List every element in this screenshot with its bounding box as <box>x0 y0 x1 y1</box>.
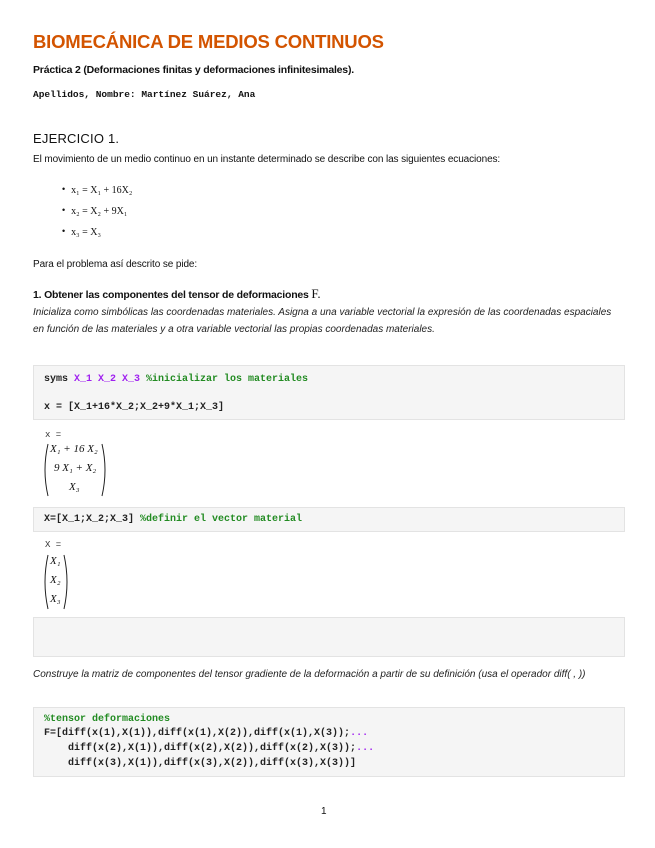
code-line <box>44 743 374 754</box>
section1-heading <box>33 286 320 302</box>
code-line <box>44 374 308 385</box>
right-paren-icon <box>64 555 67 609</box>
matrix-cell: X₁ + 16 X₂ <box>50 443 98 455</box>
equation-item <box>62 180 132 201</box>
section2-instruction: Construye la matriz de componentes del tensor gradiente de la deformación a partir de su definición (usa el operador diff( , )) <box>33 669 586 680</box>
intro-paragraph: El movimiento de un medio continuo en un instante determinado se describe con las siguientes ecuaciones: <box>33 154 501 165</box>
section1-instruction: Inicializa como simbólicas las coordenadas materiales. Asigna a una variable vectorial la expresión de las coordenadas espaciales en función de las materiales y a otra variable vectorial las propias coordenadas materiales. <box>33 307 612 335</box>
code-line <box>44 728 368 739</box>
matrix-cell: X₂ <box>50 574 61 586</box>
asks-paragraph: Para el problema así descrito se pide: <box>33 259 198 270</box>
right-paren-icon <box>102 444 105 496</box>
equation-text: x₂ = X₂ + 9X₁ <box>71 206 128 217</box>
bullet-icon: • <box>62 204 66 215</box>
equation-item <box>62 222 132 243</box>
left-paren-icon <box>45 555 48 609</box>
author-line: Apellidos, Nombre: Martínez Suárez, Ana <box>33 89 256 100</box>
code-comment: %definir el vector material <box>134 514 303 525</box>
code-line: diff(x(3),X(1)),diff(x(3),X(2)),diff(x(3),X(3))] <box>44 758 357 769</box>
section1-heading-text: 1. Obtener las componentes del tensor de deformaciones <box>33 289 309 301</box>
left-paren-icon <box>45 444 48 496</box>
tensor-symbol: F. <box>311 286 321 301</box>
code-cell-1[interactable] <box>33 365 625 420</box>
code-comment: %inicializar los materiales <box>140 374 309 385</box>
exercise-heading: EJERCICIO 1. <box>33 131 120 146</box>
code-text: F=[diff(x(1),X(1)),diff(x(1),X(2)),diff(x(1),X(3)); <box>44 728 351 739</box>
code-keyword: syms <box>44 374 75 385</box>
bullet-icon: • <box>62 225 66 236</box>
code-continuation: ... <box>350 728 369 739</box>
code-symbols: X_1 X_2 X_3 <box>74 374 141 385</box>
document-title: BIOMECÁNICA DE MEDIOS CONTINUOS <box>33 31 384 52</box>
code-cell-empty[interactable] <box>33 617 625 657</box>
output-label: x = <box>45 430 62 440</box>
code-line <box>44 514 302 525</box>
matrix-cell: X₁ <box>50 555 61 567</box>
equation-text: x₃ = X₃ <box>71 227 101 238</box>
page-number: 1 <box>321 806 327 817</box>
matrix-cell: X₃ <box>69 481 80 493</box>
document-subtitle: Práctica 2 (Deformaciones finitas y deformaciones infinitesimales). <box>33 64 354 76</box>
code-cell-3[interactable] <box>33 707 625 777</box>
equation-item <box>62 201 132 222</box>
code-cell-2[interactable] <box>33 507 625 532</box>
matrix-cell: X₃ <box>50 593 61 605</box>
matrix-cell: 9 X₁ + X₂ <box>54 462 97 474</box>
equation-list <box>62 180 132 243</box>
code-comment: %tensor deformaciones <box>44 714 171 725</box>
code-text: X=[X_1;X_2;X_3] <box>44 514 135 525</box>
code-line: x = [X_1+16*X_2;X_2+9*X_1;X_3] <box>44 402 225 413</box>
output-label: X = <box>45 540 62 550</box>
equation-text: x₁ = X₁ + 16X₂ <box>71 185 133 196</box>
code-continuation: ... <box>356 743 375 754</box>
code-text: diff(x(2),X(1)),diff(x(2),X(2)),diff(x(2),X(3)); <box>44 743 357 754</box>
bullet-icon: • <box>62 183 66 194</box>
